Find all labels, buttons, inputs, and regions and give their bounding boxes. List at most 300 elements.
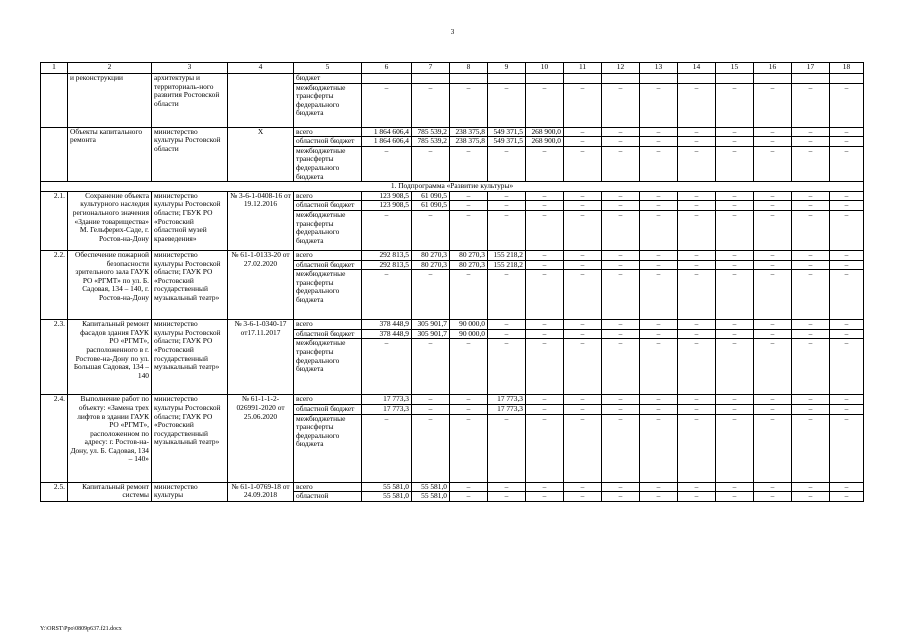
amount-cell: – — [640, 414, 678, 482]
amount-cell: 80 270,3 — [450, 260, 488, 270]
funding-type: межбюджетные трансферты федерального бюджета — [294, 270, 362, 320]
amount-cell: – — [412, 210, 450, 250]
amount-cell: – — [526, 260, 564, 270]
amount-cell: – — [716, 127, 754, 137]
amount-cell: 785 539,2 — [412, 137, 450, 147]
table-row — [41, 191, 864, 201]
column-number: 11 — [564, 63, 602, 74]
amount-cell: – — [640, 250, 678, 260]
amount-cell: – — [564, 404, 602, 414]
amount-cell: 155 218,2 — [488, 250, 526, 260]
amount-cell — [488, 74, 526, 84]
amount-cell: – — [678, 339, 716, 395]
amount-cell: – — [602, 127, 640, 137]
amount-cell: – — [754, 191, 792, 201]
amount-cell: – — [564, 395, 602, 405]
object-name: Капитальный ремонт системы — [68, 482, 152, 501]
amount-cell: – — [830, 329, 864, 339]
amount-cell: – — [602, 210, 640, 250]
column-number: 5 — [294, 63, 362, 74]
amount-cell: – — [488, 320, 526, 330]
amount-cell: 17 773,3 — [362, 404, 412, 414]
table-row — [41, 74, 864, 84]
column-number: 14 — [678, 63, 716, 74]
amount-cell: – — [640, 127, 678, 137]
funding-type: всего — [294, 395, 362, 405]
amount-cell: – — [602, 137, 640, 147]
amount-cell: – — [412, 339, 450, 395]
amount-cell: – — [754, 83, 792, 127]
amount-cell: – — [450, 404, 488, 414]
amount-cell: – — [564, 329, 602, 339]
amount-cell: 61 090,5 — [412, 201, 450, 211]
amount-cell: – — [412, 83, 450, 127]
amount-cell: – — [716, 201, 754, 211]
object-name: Выполнение работ по объекту: «Замена трех лифтов в здании ГАУК РО «РГМТ», расположенном по адресу: г. Ростов-на-Дону, ул. Б. Садовая, 134 – 140» — [68, 395, 152, 482]
responsible-org: министерство культуры Ростовской области; ГАУК РО «Ростовский государственный музыкальный театр» — [152, 320, 228, 395]
document-ref — [228, 74, 294, 128]
funding-type: межбюджетные трансферты федерального бюджета — [294, 414, 362, 482]
amount-cell: – — [678, 395, 716, 405]
amount-cell: 292 813,5 — [362, 260, 412, 270]
amount-cell: – — [564, 414, 602, 482]
amount-cell: – — [830, 339, 864, 395]
amount-cell: – — [412, 395, 450, 405]
column-number: 12 — [602, 63, 640, 74]
amount-cell: 305 901,7 — [412, 329, 450, 339]
responsible-org: министерство культуры — [152, 482, 228, 501]
amount-cell: – — [640, 329, 678, 339]
amount-cell — [716, 74, 754, 84]
funding-type: всего — [294, 250, 362, 260]
amount-cell: – — [716, 250, 754, 260]
column-number: 13 — [640, 63, 678, 74]
amount-cell: – — [450, 210, 488, 250]
amount-cell: – — [488, 83, 526, 127]
amount-cell: – — [526, 250, 564, 260]
amount-cell: – — [526, 146, 564, 181]
amount-cell: – — [640, 270, 678, 320]
amount-cell: – — [754, 395, 792, 405]
column-number: 3 — [152, 63, 228, 74]
funding-type: областной бюджет — [294, 260, 362, 270]
amount-cell: – — [602, 191, 640, 201]
amount-cell: – — [830, 191, 864, 201]
amount-cell: – — [564, 201, 602, 211]
column-number: 6 — [362, 63, 412, 74]
section-title — [41, 182, 864, 192]
amount-cell: – — [488, 329, 526, 339]
amount-cell: 785 539,2 — [412, 127, 450, 137]
amount-cell: – — [488, 201, 526, 211]
amount-cell: – — [526, 339, 564, 395]
amount-cell: – — [716, 191, 754, 201]
column-number: 8 — [450, 63, 488, 74]
amount-cell — [640, 74, 678, 84]
amount-cell: – — [792, 191, 830, 201]
row-number — [41, 127, 68, 182]
amount-cell: 268 900,0 — [526, 137, 564, 147]
amount-cell: – — [412, 414, 450, 482]
amount-cell — [754, 74, 792, 84]
amount-cell: 61 090,5 — [412, 191, 450, 201]
document-ref: № 61-1-0769-18 от 24.09.2018 — [228, 482, 294, 501]
amount-cell: – — [716, 329, 754, 339]
amount-cell: 549 371,5 — [488, 137, 526, 147]
funding-type: всего — [294, 191, 362, 201]
amount-cell: – — [526, 329, 564, 339]
table-row — [41, 482, 864, 492]
amount-cell: – — [640, 83, 678, 127]
amount-cell: – — [716, 395, 754, 405]
amount-cell: – — [488, 146, 526, 181]
amount-cell: – — [678, 127, 716, 137]
amount-cell: – — [678, 414, 716, 482]
amount-cell: – — [526, 191, 564, 201]
amount-cell: 90 000,0 — [450, 320, 488, 330]
amount-cell — [830, 74, 864, 84]
amount-cell: – — [640, 137, 678, 147]
amount-cell: – — [362, 270, 412, 320]
amount-cell: – — [716, 210, 754, 250]
amount-cell: – — [564, 127, 602, 137]
amount-cell: – — [640, 320, 678, 330]
funding-type: всего — [294, 127, 362, 137]
amount-cell: – — [792, 482, 830, 492]
amount-cell: 1 864 606,4 — [362, 127, 412, 137]
amount-cell: – — [754, 270, 792, 320]
amount-cell: – — [830, 210, 864, 250]
responsible-org: министерство культуры Ростовской области; ГБУК РО «Ростовский областной музей краеведения» — [152, 191, 228, 250]
amount-cell: – — [830, 146, 864, 181]
amount-cell: – — [792, 395, 830, 405]
amount-cell: – — [412, 404, 450, 414]
amount-cell: – — [564, 146, 602, 181]
amount-cell: – — [564, 210, 602, 250]
amount-cell: – — [716, 270, 754, 320]
amount-cell: 17 773,3 — [488, 395, 526, 405]
amount-cell: 17 773,3 — [488, 404, 526, 414]
amount-cell: 238 375,8 — [450, 127, 488, 137]
amount-cell: – — [488, 414, 526, 482]
amount-cell: – — [488, 482, 526, 492]
amount-cell: 90 000,0 — [450, 329, 488, 339]
amount-cell: – — [716, 492, 754, 502]
amount-cell: – — [678, 210, 716, 250]
amount-cell: – — [602, 320, 640, 330]
amount-cell: – — [526, 320, 564, 330]
amount-cell: 80 270,3 — [412, 260, 450, 270]
amount-cell: – — [602, 492, 640, 502]
amount-cell: – — [640, 404, 678, 414]
amount-cell: – — [362, 414, 412, 482]
column-number: 10 — [526, 63, 564, 74]
amount-cell: 55 581,0 — [362, 492, 412, 502]
amount-cell: – — [564, 270, 602, 320]
amount-cell: – — [716, 83, 754, 127]
amount-cell: – — [830, 201, 864, 211]
amount-cell: – — [602, 270, 640, 320]
amount-cell: 155 218,2 — [488, 260, 526, 270]
amount-cell: – — [678, 260, 716, 270]
amount-cell: – — [830, 250, 864, 260]
amount-cell: – — [792, 83, 830, 127]
amount-cell: – — [526, 83, 564, 127]
amount-cell: – — [450, 482, 488, 492]
amount-cell: – — [754, 127, 792, 137]
amount-cell: – — [488, 210, 526, 250]
amount-cell: – — [362, 339, 412, 395]
document-ref: № 3-6-1-0340-17 от17.11.2017 — [228, 320, 294, 395]
amount-cell: – — [716, 260, 754, 270]
amount-cell: – — [412, 146, 450, 181]
amount-cell: – — [488, 191, 526, 201]
amount-cell: – — [602, 201, 640, 211]
amount-cell: – — [754, 492, 792, 502]
amount-cell: – — [830, 320, 864, 330]
amount-cell: – — [792, 320, 830, 330]
amount-cell: – — [602, 414, 640, 482]
amount-cell — [678, 74, 716, 84]
amount-cell: 123 908,5 — [362, 201, 412, 211]
amount-cell: 305 901,7 — [412, 320, 450, 330]
amount-cell: – — [678, 320, 716, 330]
amount-cell: – — [602, 83, 640, 127]
amount-cell — [362, 74, 412, 84]
amount-cell: – — [678, 201, 716, 211]
column-number: 15 — [716, 63, 754, 74]
amount-cell: – — [450, 201, 488, 211]
header-row — [41, 63, 864, 74]
amount-cell: – — [564, 191, 602, 201]
funding-type: межбюджетные трансферты федерального бюджета — [294, 339, 362, 395]
amount-cell: – — [754, 320, 792, 330]
amount-cell: – — [716, 146, 754, 181]
funding-type: областной бюджет — [294, 137, 362, 147]
amount-cell: – — [640, 201, 678, 211]
amount-cell: – — [526, 201, 564, 211]
amount-cell: – — [792, 329, 830, 339]
amount-cell: – — [640, 210, 678, 250]
amount-cell: – — [526, 404, 564, 414]
amount-cell: – — [754, 210, 792, 250]
amount-cell: – — [488, 270, 526, 320]
amount-cell: – — [362, 210, 412, 250]
amount-cell: – — [830, 482, 864, 492]
amount-cell: – — [602, 146, 640, 181]
amount-cell: – — [754, 146, 792, 181]
amount-cell: – — [716, 137, 754, 147]
row-number: 2.5. — [41, 482, 68, 501]
amount-cell: – — [362, 146, 412, 181]
amount-cell: – — [830, 260, 864, 270]
row-number — [41, 74, 68, 128]
amount-cell: – — [602, 250, 640, 260]
amount-cell: – — [640, 482, 678, 492]
column-number: 2 — [68, 63, 152, 74]
amount-cell: – — [564, 320, 602, 330]
column-number: 9 — [488, 63, 526, 74]
funding-type: межбюджетные трансферты федерального бюджета — [294, 210, 362, 250]
amount-cell: – — [450, 414, 488, 482]
column-number: 18 — [830, 63, 864, 74]
amount-cell: – — [564, 492, 602, 502]
amount-cell: – — [830, 270, 864, 320]
amount-cell: 80 270,3 — [412, 250, 450, 260]
financing-table — [40, 62, 864, 502]
amount-cell: – — [792, 404, 830, 414]
amount-cell: – — [526, 414, 564, 482]
amount-cell: – — [450, 339, 488, 395]
subprogram-title: 1. Подпрограмма «Развитие культуры» — [41, 182, 864, 192]
funding-type: межбюджетные трансферты федерального бюджета — [294, 83, 362, 127]
row-number: 2.2. — [41, 250, 68, 319]
amount-cell: – — [678, 137, 716, 147]
amount-cell: 80 270,3 — [450, 250, 488, 260]
amount-cell: – — [830, 127, 864, 137]
row-number: 2.4. — [41, 395, 68, 482]
amount-cell: – — [450, 191, 488, 201]
amount-cell: – — [450, 83, 488, 127]
responsible-org: министерство культуры Ростовской области — [152, 127, 228, 182]
amount-cell: – — [526, 210, 564, 250]
amount-cell: – — [564, 137, 602, 147]
amount-cell: – — [716, 320, 754, 330]
amount-cell: – — [362, 83, 412, 127]
amount-cell: – — [678, 250, 716, 260]
amount-cell: – — [716, 404, 754, 414]
amount-cell — [526, 74, 564, 84]
amount-cell: 238 375,8 — [450, 137, 488, 147]
amount-cell — [450, 74, 488, 84]
amount-cell: 17 773,3 — [362, 395, 412, 405]
amount-cell: – — [488, 492, 526, 502]
amount-cell: – — [602, 404, 640, 414]
amount-cell: – — [526, 395, 564, 405]
amount-cell: 292 813,5 — [362, 250, 412, 260]
amount-cell: 378 448,9 — [362, 320, 412, 330]
funding-type: областной бюджет — [294, 404, 362, 414]
amount-cell: – — [678, 482, 716, 492]
amount-cell: – — [754, 482, 792, 492]
amount-cell: – — [754, 414, 792, 482]
responsible-org: министерство культуры Ростовской области; ГАУК РО «Ростовский государственный музыкальный театр» — [152, 250, 228, 319]
funding-type: всего — [294, 482, 362, 492]
amount-cell: – — [830, 83, 864, 127]
amount-cell: – — [640, 191, 678, 201]
object-name: и реконструкции — [68, 74, 152, 128]
amount-cell: – — [564, 482, 602, 492]
amount-cell: – — [640, 146, 678, 181]
amount-cell: – — [526, 492, 564, 502]
amount-cell: 55 581,0 — [412, 492, 450, 502]
amount-cell: – — [792, 210, 830, 250]
amount-cell: 123 908,5 — [362, 191, 412, 201]
amount-cell: – — [678, 492, 716, 502]
amount-cell: – — [754, 250, 792, 260]
amount-cell: – — [754, 260, 792, 270]
column-number: 7 — [412, 63, 450, 74]
amount-cell: – — [678, 83, 716, 127]
amount-cell: – — [526, 270, 564, 320]
amount-cell: – — [450, 146, 488, 181]
amount-cell: – — [678, 270, 716, 320]
amount-cell: – — [830, 404, 864, 414]
amount-cell: – — [488, 339, 526, 395]
amount-cell: – — [450, 492, 488, 502]
table-row — [41, 320, 864, 330]
amount-cell: – — [792, 270, 830, 320]
amount-cell: – — [716, 482, 754, 492]
amount-cell: – — [602, 395, 640, 405]
amount-cell: – — [830, 395, 864, 405]
amount-cell: – — [754, 404, 792, 414]
amount-cell: – — [640, 395, 678, 405]
amount-cell: – — [602, 329, 640, 339]
amount-cell: 55 581,0 — [412, 482, 450, 492]
amount-cell: – — [830, 492, 864, 502]
amount-cell — [412, 74, 450, 84]
funding-type: бюджет — [294, 74, 362, 84]
funding-type: межбюджетные трансферты федерального бюджета — [294, 146, 362, 181]
amount-cell: – — [792, 146, 830, 181]
amount-cell — [564, 74, 602, 84]
amount-cell: – — [792, 339, 830, 395]
amount-cell: 1 864 606,4 — [362, 137, 412, 147]
amount-cell: – — [602, 482, 640, 492]
amount-cell: 268 900,0 — [526, 127, 564, 137]
amount-cell: – — [564, 83, 602, 127]
amount-cell: – — [754, 201, 792, 211]
amount-cell: – — [792, 201, 830, 211]
amount-cell: – — [602, 260, 640, 270]
amount-cell: – — [564, 250, 602, 260]
amount-cell: – — [564, 260, 602, 270]
funding-type: областной бюджет — [294, 329, 362, 339]
amount-cell: – — [716, 414, 754, 482]
responsible-org: министерство культуры Ростовской области; ГАУК РО «Ростовский государственный музыкальный театр» — [152, 395, 228, 482]
amount-cell — [602, 74, 640, 84]
object-name: Сохранение объекта культурного наследия регионального значения «Здание товарищества» М. Гельфериx-Саде, г. Ростов-на-Дону — [68, 191, 152, 250]
amount-cell: – — [564, 339, 602, 395]
amount-cell: – — [792, 137, 830, 147]
amount-cell: – — [716, 339, 754, 395]
amount-cell: – — [450, 270, 488, 320]
column-number: 17 — [792, 63, 830, 74]
amount-cell: – — [830, 137, 864, 147]
amount-cell: – — [602, 339, 640, 395]
column-number: 16 — [754, 63, 792, 74]
amount-cell: – — [792, 250, 830, 260]
amount-cell: – — [526, 482, 564, 492]
table-row — [41, 395, 864, 405]
amount-cell: 378 448,9 — [362, 329, 412, 339]
column-number: 1 — [41, 63, 68, 74]
amount-cell: – — [678, 404, 716, 414]
funding-type: областной бюджет — [294, 201, 362, 211]
footer-file-path: Y:\ORST\Ppo\0809p637.f21.docx — [40, 626, 122, 632]
amount-cell: – — [754, 329, 792, 339]
amount-cell: 549 371,5 — [488, 127, 526, 137]
funding-type: областной — [294, 492, 362, 502]
document-ref: № 3-6-1-0408-16 от 19.12.2016 — [228, 191, 294, 250]
amount-cell: – — [830, 414, 864, 482]
object-name: Обеспечение пожарной безопасности зрительного зала ГАУК РО «РГМТ» по ул. Б. Садовая, 134 – 140, г. Ростов-на-Дону — [68, 250, 152, 319]
document-ref: № 61-1-1-2-026991-2020 от 25.06.2020 — [228, 395, 294, 482]
table-row — [41, 250, 864, 260]
responsible-org: архитектуры и территориаль-ного развития Ростовской области — [152, 74, 228, 128]
table-row — [41, 127, 864, 137]
